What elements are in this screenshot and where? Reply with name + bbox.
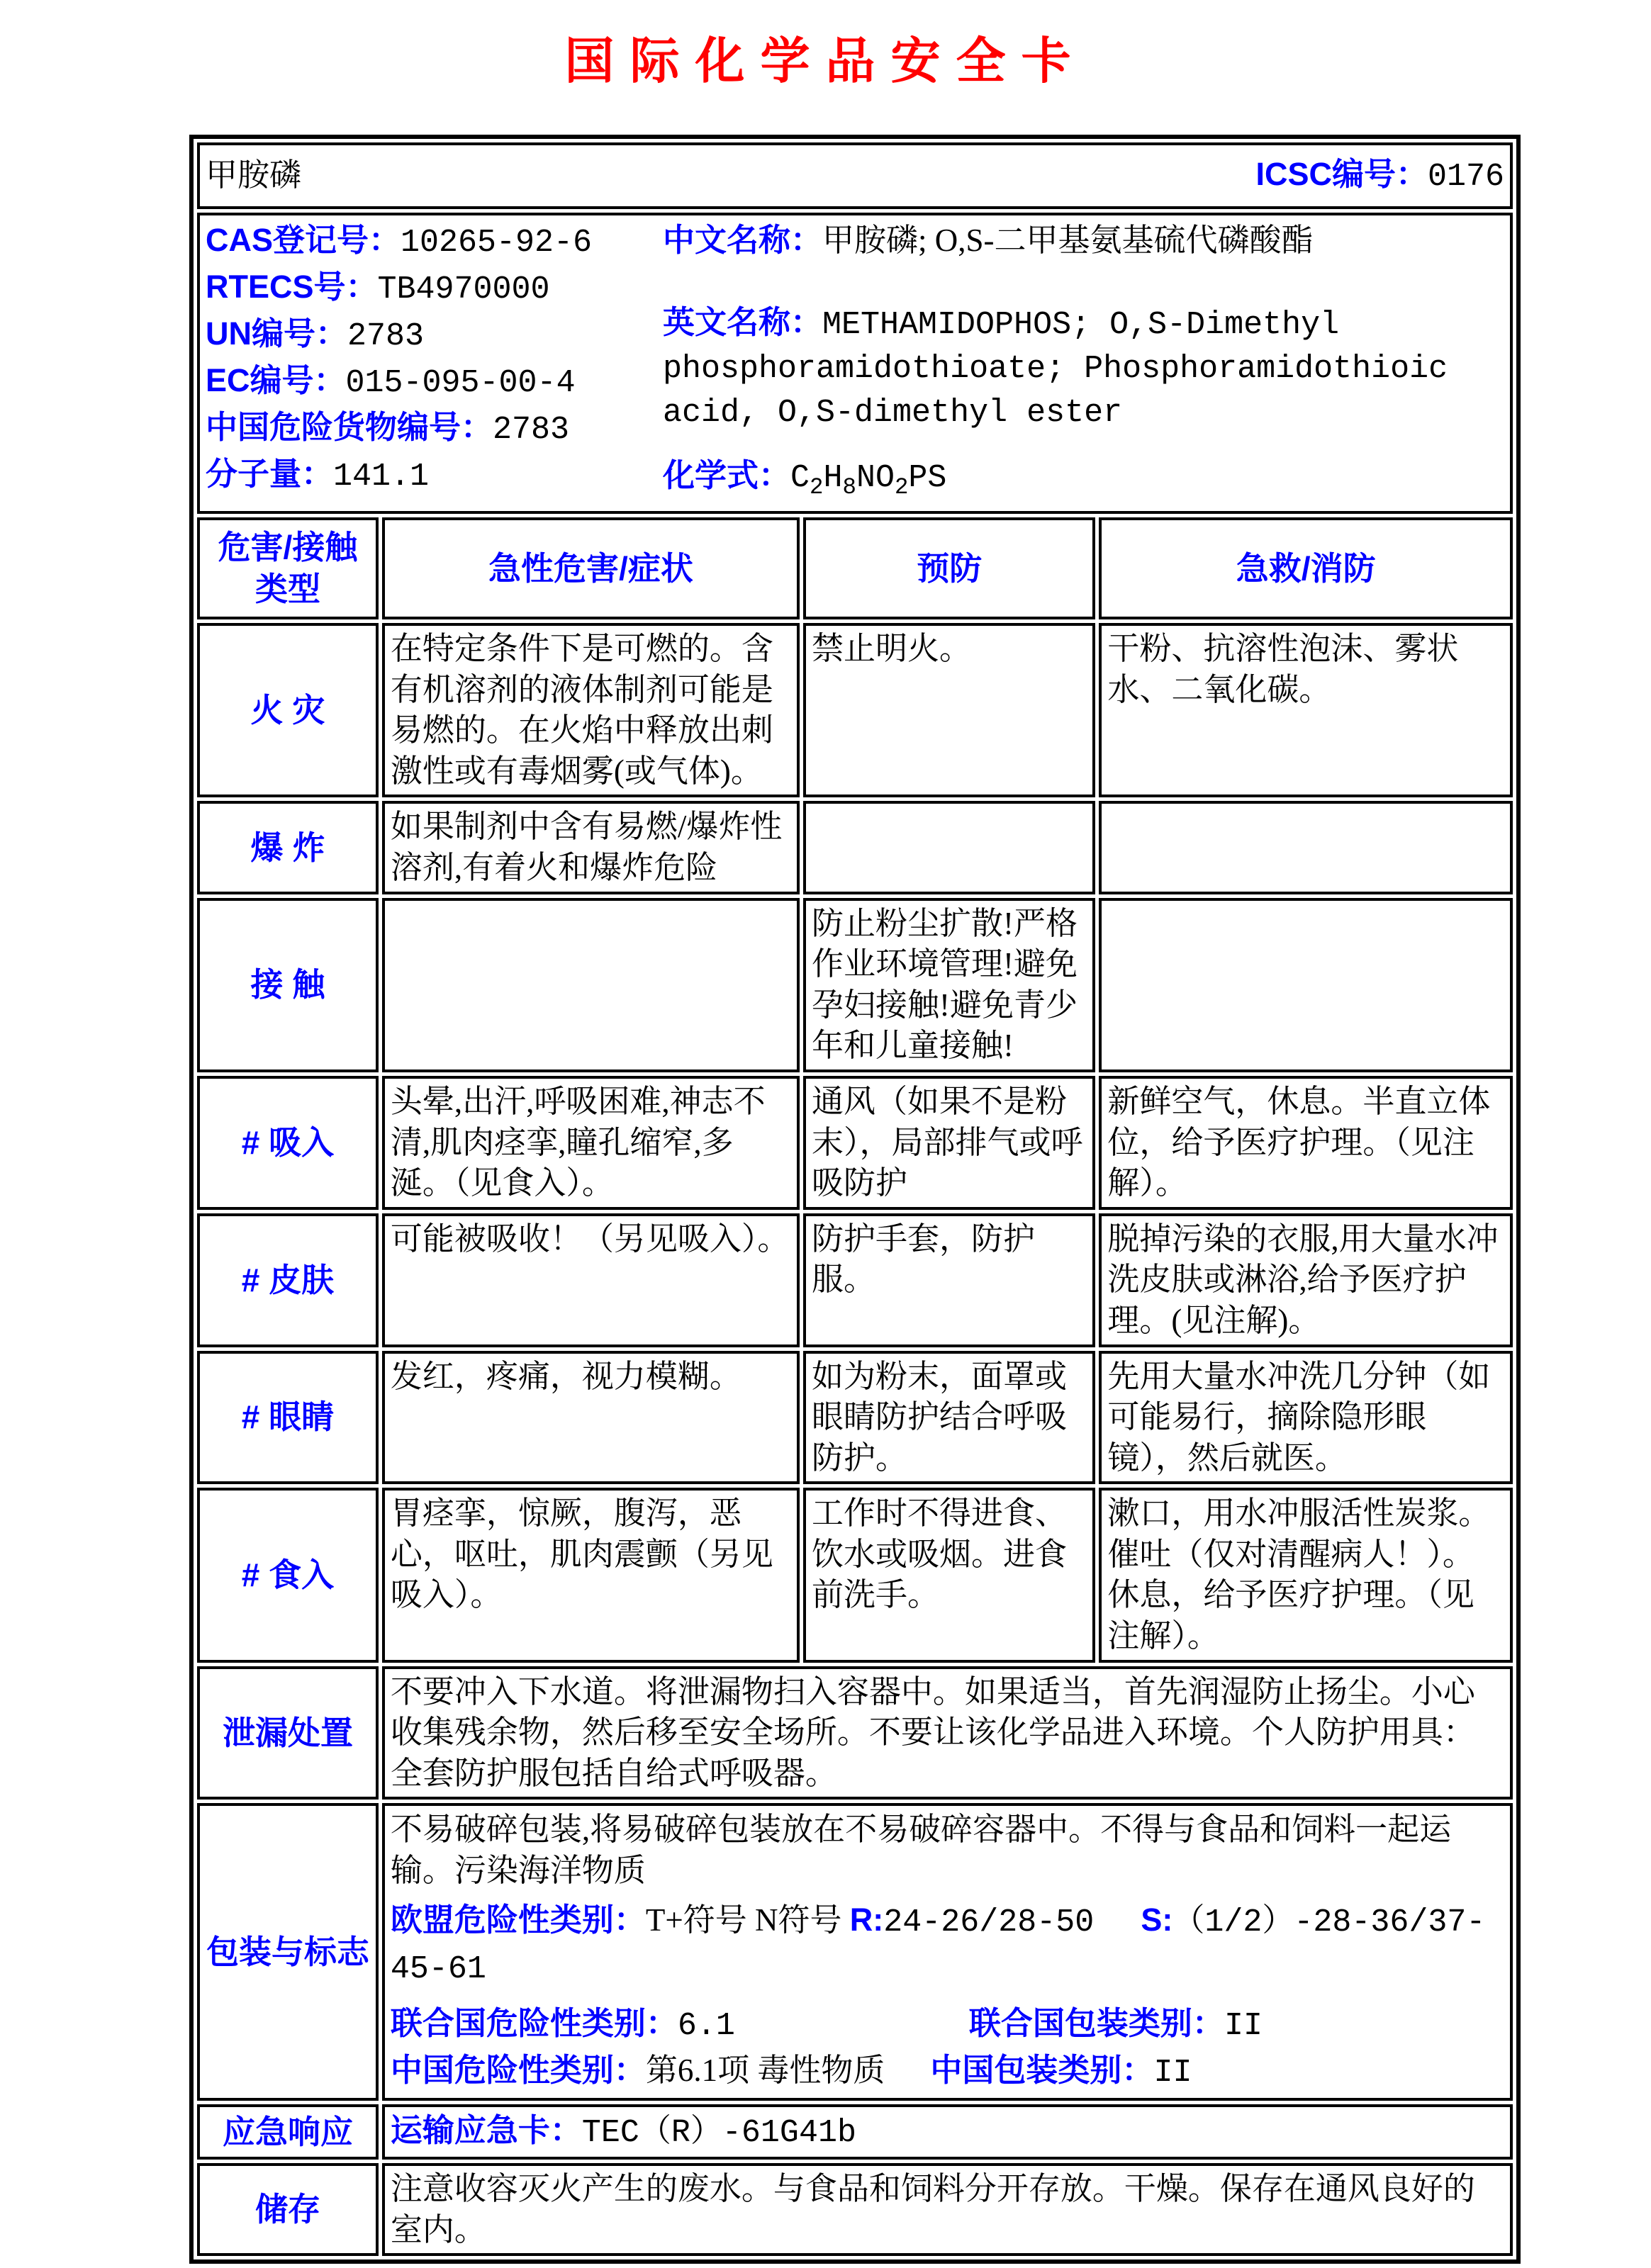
identifier-list bbox=[206, 218, 663, 508]
icsc-number-label: ICSC编号： bbox=[1255, 156, 1428, 193]
eyes-prevention: 如为粉末，面罩或眼睛防护结合呼吸防护。 bbox=[803, 1351, 1095, 1485]
chinese-name-label: 中文名称： bbox=[663, 222, 823, 258]
cn-pack-value: II bbox=[1153, 2055, 1192, 2092]
ec-label: EC编号： bbox=[206, 362, 346, 398]
cn-class-value: 第6.1项 毒性物质 bbox=[645, 2053, 885, 2089]
storage-row bbox=[197, 2163, 1513, 2256]
tec-card-label: 运输应急卡： bbox=[390, 2112, 582, 2149]
packaging-content bbox=[382, 1803, 1513, 2101]
skin-firstaid: 脱掉污染的衣服,用大量水冲洗皮肤或淋浴,给予医疗护理。(见注解)。 bbox=[1099, 1213, 1513, 1347]
ingestion-category: # 食入 bbox=[197, 1488, 379, 1662]
china-dg-label: 中国危险货物编号： bbox=[206, 409, 493, 445]
eyes-category: # 眼睛 bbox=[197, 1351, 379, 1485]
un-class-line bbox=[391, 2002, 1504, 2048]
fire-prevention: 禁止明火。 bbox=[803, 623, 1095, 797]
chemical-formula-value: $C_2H_8NO_2PS$ bbox=[790, 460, 947, 500]
packaging-label: 包装与标志 bbox=[197, 1803, 379, 2101]
un-class-value: 6.1 bbox=[677, 2008, 735, 2045]
skin-prevention: 防护手套，防护服。 bbox=[803, 1213, 1095, 1347]
identifiers-row bbox=[197, 213, 1513, 514]
page-title: 国际化学品安全卡 bbox=[564, 33, 1087, 89]
explosion-firstaid bbox=[1099, 801, 1513, 894]
cas-value: 10265-92-6 bbox=[401, 225, 593, 261]
molecular-weight-label: 分子量： bbox=[206, 456, 334, 492]
r-phrases-value: 24-26/28-50 bbox=[883, 1904, 1095, 1941]
rtecs-value: TB4970000 bbox=[377, 271, 550, 308]
contact-symptoms bbox=[382, 898, 800, 1072]
english-name-label: 英文名称： bbox=[663, 304, 823, 340]
un-number bbox=[206, 312, 663, 359]
ingestion-symptoms: 胃痉挛，惊厥，腹泻，恶心，呕吐，肌肉震颤（另见吸入）。 bbox=[382, 1488, 800, 1662]
chinese-name-value: 甲胺磷; O,S-二甲基氨基硫代磷酸酯 bbox=[822, 223, 1314, 258]
china-dg-number bbox=[206, 405, 663, 452]
hazard-row-eyes bbox=[197, 1351, 1513, 1485]
header-prevention: 预防 bbox=[803, 517, 1095, 619]
un-class-label: 联合国危险性类别： bbox=[390, 2005, 678, 2042]
icsc-number bbox=[1255, 154, 1504, 198]
spill-label: 泄漏处置 bbox=[197, 1666, 379, 1800]
icsc-number-value: 0176 bbox=[1427, 159, 1504, 196]
hazard-row-contact bbox=[197, 898, 1513, 1072]
ingestion-firstaid: 漱口，用水冲服活性炭浆。催吐（仅对清醒病人！）。休息，给予医疗护理。（见注解）。 bbox=[1099, 1488, 1513, 1662]
packaging-transport-line: 不易破碎包装,将易破碎包装放在不易破碎容器中。不得与食品和饲料一起运输。污染海洋物质 bbox=[390, 1812, 1452, 1889]
s-phrases-label: S: bbox=[1141, 1902, 1173, 1938]
r-phrases-label: R: bbox=[849, 1902, 884, 1938]
un-pack-label: 联合国包装类别： bbox=[968, 2005, 1224, 2042]
rtecs-number bbox=[206, 265, 663, 312]
fire-symptoms: 在特定条件下是可燃的。含有机溶剂的液体制剂可能是易燃的。在火焰中释放出刺激性或有毒烟雾(或气体)。 bbox=[382, 623, 800, 797]
chemical-formula-label: 化学式： bbox=[663, 457, 791, 493]
chinese-name bbox=[663, 220, 1497, 261]
ec-number bbox=[206, 359, 663, 405]
english-name-value: METHAMIDOPHOS; O,S-Dimethyl phosphoramidothioate; Phosphoramidothioic acid, O,S-dimethyl ester bbox=[663, 307, 1448, 431]
eu-class-value: T+符号 N符号 bbox=[645, 1902, 850, 1938]
skin-symptoms: 可能被吸收！（另见吸入）。 bbox=[382, 1213, 800, 1347]
hazard-row-skin bbox=[197, 1213, 1513, 1347]
fire-firstaid: 干粉、抗溶性泡沫、雾状水、二氧化碳。 bbox=[1099, 623, 1513, 797]
storage-text: 注意收容灭火产生的废水。与食品和饲料分开存放。干燥。保存在通风良好的室内。 bbox=[382, 2163, 1513, 2256]
un-value: 2783 bbox=[347, 318, 425, 354]
inhalation-symptoms: 头晕,出汗,呼吸困难,神志不清,肌肉痉挛,瞳孔缩窄,多涎。（见食入）。 bbox=[382, 1076, 800, 1210]
icsc-card bbox=[189, 135, 1521, 2264]
hazard-row-inhalation bbox=[197, 1076, 1513, 1210]
hazard-row-fire bbox=[197, 623, 1513, 797]
molecular-weight-value: 141.1 bbox=[333, 459, 430, 495]
ec-value: 015-095-00-4 bbox=[345, 365, 576, 401]
inhalation-prevention: 通风（如果不是粉末），局部排气或呼吸防护 bbox=[803, 1076, 1095, 1210]
cn-class-line bbox=[391, 2048, 1504, 2095]
substance-name: 甲胺磷 bbox=[206, 157, 302, 193]
spill-row bbox=[197, 1666, 1513, 1800]
header-firstaid: 急救/消防 bbox=[1099, 517, 1513, 619]
chemical-formula bbox=[663, 455, 1497, 508]
un-pack-value: II bbox=[1224, 2008, 1263, 2045]
s-phrases-value: （1/2）-28-36/37-45-61 bbox=[390, 1904, 1486, 1988]
eyes-firstaid: 先用大量水冲洗几分钟（如可能易行，摘除隐形眼镜），然后就医。 bbox=[1099, 1351, 1513, 1485]
contact-category: 接 触 bbox=[197, 898, 379, 1072]
rtecs-label: RTECS号： bbox=[206, 269, 378, 305]
cas-number bbox=[206, 218, 663, 265]
un-label: UN编号： bbox=[206, 315, 347, 352]
eu-class-line bbox=[391, 1898, 1504, 1992]
contact-prevention: 防止粉尘扩散!严格作业环境管理!避免孕妇接触!避免青少年和儿童接触! bbox=[803, 898, 1095, 1072]
cn-class-label: 中国危险性类别： bbox=[390, 2052, 646, 2089]
hazard-header-row bbox=[197, 517, 1513, 619]
china-dg-value: 2783 bbox=[493, 412, 570, 448]
emergency-content bbox=[382, 2104, 1513, 2160]
icsc-card-table bbox=[189, 135, 1521, 2264]
emergency-row bbox=[197, 2104, 1513, 2160]
cas-label: CAS登记号： bbox=[206, 222, 401, 258]
eyes-symptoms: 发红，疼痛，视力模糊。 bbox=[382, 1351, 800, 1485]
fire-category: 火 灾 bbox=[197, 623, 379, 797]
explosion-symptoms: 如果制剂中含有易燃/爆炸性溶剂,有着火和爆炸危险 bbox=[382, 801, 800, 894]
hazard-row-explosion bbox=[197, 801, 1513, 894]
cn-pack-label: 中国包装类别： bbox=[930, 2052, 1154, 2089]
name-row bbox=[197, 142, 1513, 209]
spill-text: 不要冲入下水道。将泄漏物扫入容器中。如果适当，首先润湿防止扬尘。小心收集残余物，然后移至安全场所。不要让该化学品进入环境。个人防护用具：全套防护服包括自给式呼吸器。 bbox=[382, 1666, 1513, 1800]
hazard-row-ingestion bbox=[197, 1488, 1513, 1662]
contact-firstaid bbox=[1099, 898, 1513, 1072]
molecular-weight bbox=[206, 452, 663, 499]
english-name bbox=[663, 302, 1497, 434]
emergency-label: 应急响应 bbox=[197, 2104, 379, 2160]
ingestion-prevention: 工作时不得进食、饮水或吸烟。进食前洗手。 bbox=[803, 1488, 1095, 1662]
packaging-row bbox=[197, 1803, 1513, 2101]
inhalation-firstaid: 新鲜空气，休息。半直立体位，给予医疗护理。（见注解）。 bbox=[1099, 1076, 1513, 1210]
storage-label: 储存 bbox=[197, 2163, 379, 2256]
inhalation-category: # 吸入 bbox=[197, 1076, 379, 1210]
substance-names bbox=[663, 218, 1504, 508]
explosion-category: 爆 炸 bbox=[197, 801, 379, 894]
eu-class-label: 欧盟危险性类别： bbox=[390, 1902, 646, 1938]
tec-card-value: TEC（R）-61G41b bbox=[581, 2115, 856, 2152]
skin-category: # 皮肤 bbox=[197, 1213, 379, 1347]
header-hazard-type: 危害/接触类型 bbox=[197, 517, 379, 619]
explosion-prevention bbox=[803, 801, 1095, 894]
header-symptoms: 急性危害/症状 bbox=[382, 517, 800, 619]
